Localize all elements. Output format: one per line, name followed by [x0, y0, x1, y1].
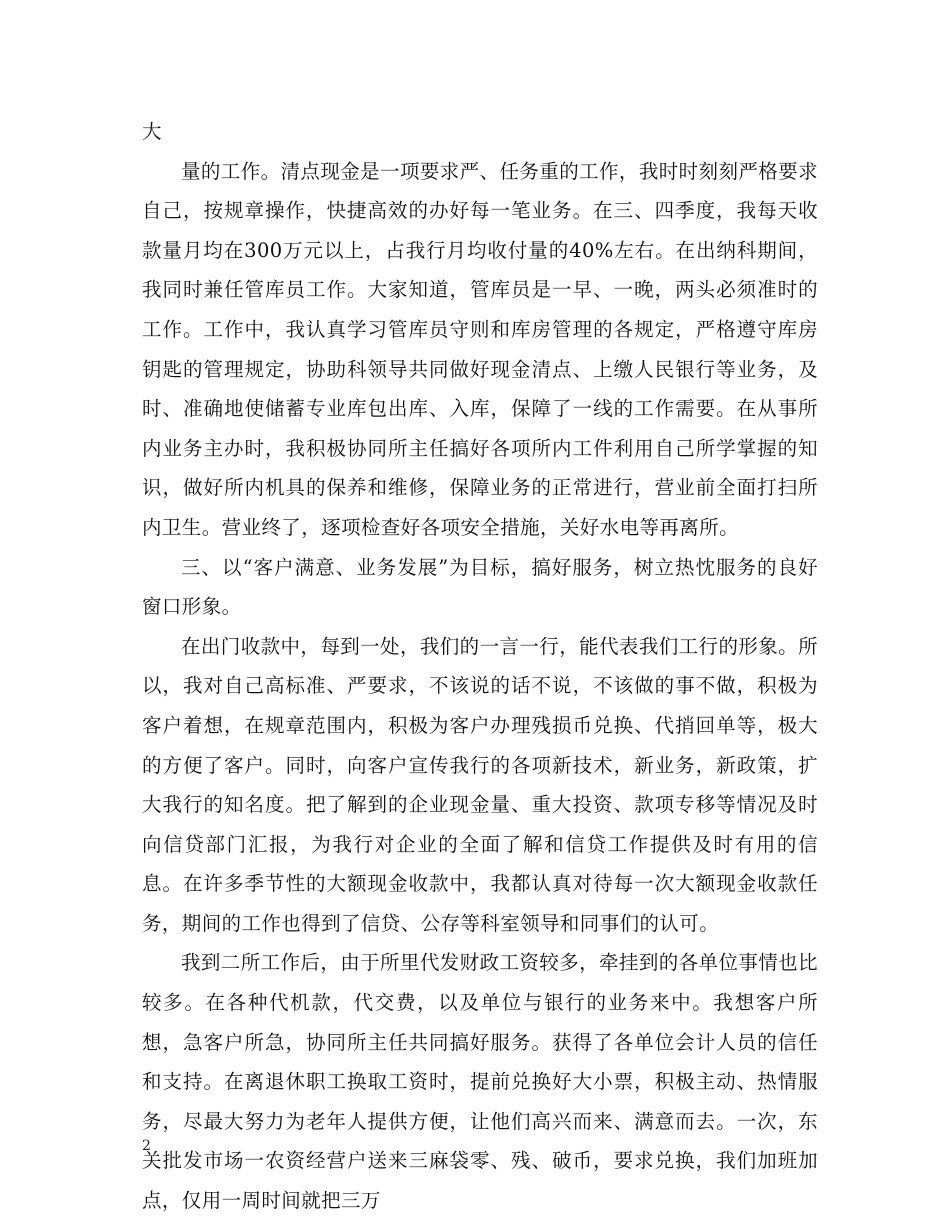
- paragraph-cash-work: 量的工作。清点现金是一项要求严、任务重的工作，我时时刻刻严格要求自己，按规章操作，快捷高效的办好每一笔业务。在三、四季度，我每天收款量月均在300万元以上，占我行月均收付量的40%左右。在出纳科期间，我同时兼任管库员工作。大家知道，管库员是一早、一晚，两头必须准时的工作。工作中，我认真学习管库员守则和库房管理的各规定，严格遵守库房钥匙的管理规定，协助科领导共同做好现金清点、上缴人民银行等业务，及时、准确地使储蓄专业库包出库、入库，保障了一线的工作需要。在从事所内业务主办时，我积极协同所主任搞好各项所内工件利用自己所学掌握的知识，做好所内机具的保养和维修，保障业务的正常进行，营业前全面打扫所内卫生。营业终了，逐项检查好各项安全措施，关好水电等再离所。: [142, 159, 818, 539]
- paragraph-fragment: 大: [142, 120, 162, 143]
- section-heading-service: 三、以“客户满意、业务发展”为目标，搞好服务，树立热忱服务的良好窗口形象。: [142, 555, 818, 619]
- paragraph-collection: 在出门收款中，每到一处，我们的一言一行，能代表我们工行的形象。所以，我对自己高标准、严要求，不该说的话不说，不该做的事不做，积极为客户着想，在规章范围内，积极为客户办理残损币兑换、代捎回单等，极大的方便了客户。同时，向客户宣传我行的各项新技术，新业务，新政策，扩大我行的知名度。把了解到的企业现金量、重大投资、款项专移等情况及时向信贷部门汇报，为我行对企业的全面了解和信贷工作提供及时有用的信息。在许多季节性的大额现金收款中，我都认真对待每一次大额现金收款任务，期间的工作也得到了信贷、公存等科室领导和同事们的认可。: [142, 634, 818, 935]
- page-number: 2: [142, 1138, 151, 1154]
- paragraph-second-branch: 我到二所工作后，由于所里代发财政工资较多，牵挂到的各单位事情也比较多。在各种代机款，代交费，以及单位与银行的业务来中。我想客户所想，急客户所急，协同所主任共同搞好服务。获得了各单位会计人员的信任和支持。在离退休职工换取工资时，提前兑换好大小票，积极主动、热情服务，尽最大努力为老年人提供方便，让他们高兴而来、满意而去。一次，东关批发市场一农资经营户送来三麻袋零、残、破币，要求兑换，我们加班加点，仅用一周时间就把三万: [142, 951, 818, 1213]
- document-body: [142, 112, 818, 1221]
